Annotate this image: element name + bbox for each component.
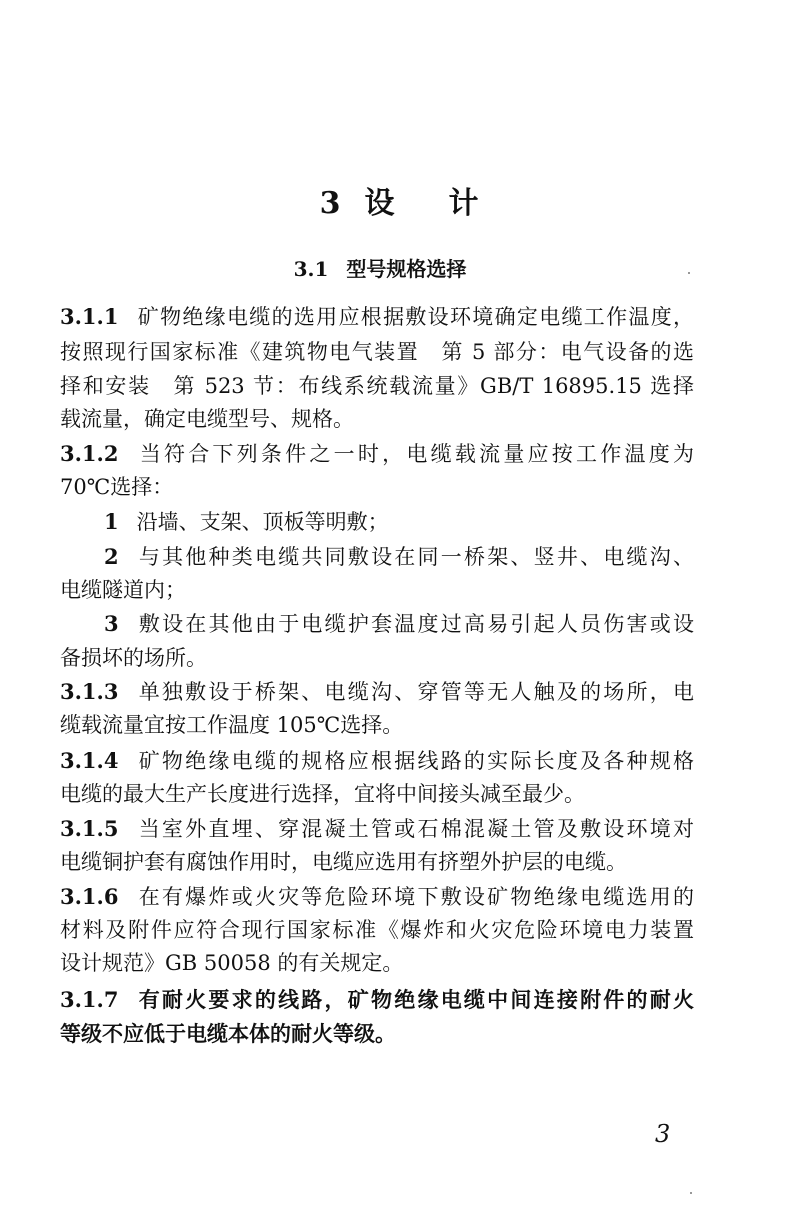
line-text: 设计规范》GB 50058 的有关规定。 (60, 951, 404, 975)
line-text: 沿墙、支架、顶板等明敷； (136, 510, 389, 534)
list-item-1 (104, 509, 694, 535)
line-text: 单独敷设于桥架、电缆沟、穿管等无人触及的场所，电 (136, 680, 694, 704)
body-line (60, 950, 694, 976)
scan-speck (690, 1192, 692, 1194)
chapter-title-part2: 计 (448, 186, 481, 221)
body-line (60, 849, 694, 875)
chapter-number: 3 (319, 186, 343, 221)
line-text: 70℃选择： (60, 475, 174, 499)
section-heading (0, 253, 760, 282)
line-text: 备损坏的场所。 (60, 646, 207, 670)
line-text: 等级不应低于电缆本体的耐火等级。 (60, 1021, 396, 1046)
item-number: 3 (104, 611, 119, 636)
line-text: 有耐火要求的线路，矿物绝缘电缆中间连接附件的耐火 (136, 987, 694, 1012)
line-text: 按照现行国家标准《建筑物电气装置 第 5 部分：电气设备的选 (60, 340, 694, 364)
chapter-heading (0, 178, 800, 222)
clause-number: 3.1.2 (60, 441, 119, 466)
section-title: 型号规格选择 (346, 257, 467, 281)
body-line (60, 1021, 694, 1047)
body-line (60, 474, 694, 500)
clause-number: 3.1.7 (60, 987, 119, 1012)
line-text: 电缆铜护套有腐蚀作用时，电缆应选用有挤塑外护层的电缆。 (60, 850, 627, 874)
chapter-title-part1: 设 (364, 186, 397, 221)
line-text: 择和安装 第 523 节：布线系统载流量》GB/T 16895.15 选择 (60, 374, 694, 398)
line-text: 当符合下列条件之一时，电缆载流量应按工作温度为 (136, 442, 694, 466)
clause-3-1-4-line (60, 748, 694, 774)
clause-number: 3.1.5 (60, 816, 119, 841)
item-number: 2 (104, 544, 119, 569)
line-text: 与其他种类电缆共同敷设在同一桥架、竖井、电缆沟、 (136, 545, 694, 569)
line-text: 敷设在其他由于电缆护套温度过高易引起人员伤害或设 (136, 612, 694, 636)
line-text: 电缆隧道内； (60, 578, 186, 602)
line-text: 当室外直埋、穿混凝土管或石棉混凝土管及敷设环境对 (136, 817, 694, 841)
clause-3-1-6-line (60, 884, 694, 910)
clause-3-1-7-line (60, 987, 694, 1013)
body-line (60, 373, 694, 399)
list-item-3 (104, 611, 694, 637)
body-line (60, 917, 694, 943)
body-line (60, 712, 694, 738)
line-text: 电缆的最大生产长度进行选择，宜将中间接头减至最少。 (60, 782, 585, 806)
line-text: 矿物绝缘电缆的规格应根据线路的实际长度及各种规格 (136, 749, 694, 773)
line-text: 在有爆炸或火灾等危险环境下敷设矿物绝缘电缆选用的 (136, 885, 694, 909)
body-line (60, 406, 694, 432)
page-number: 3 (655, 1120, 671, 1148)
body-line (60, 577, 694, 603)
clause-3-1-1-line (60, 304, 694, 330)
clause-3-1-2-line (60, 441, 694, 467)
line-text: 材料及附件应符合现行国家标准《爆炸和火灾危险环境电力装置 (60, 918, 694, 942)
clause-number: 3.1.3 (60, 679, 119, 704)
clause-3-1-5-line (60, 816, 694, 842)
section-number: 3.1 (293, 257, 329, 281)
body-line (60, 339, 694, 365)
clause-number: 3.1.4 (60, 748, 119, 773)
scan-speck (688, 272, 690, 274)
line-text: 矿物绝缘电缆的选用应根据敷设环境确定电缆工作温度， (136, 305, 694, 329)
body-line (60, 645, 694, 671)
clause-number: 3.1.1 (60, 304, 119, 329)
line-text: 缆载流量宜按工作温度 105℃选择。 (60, 713, 404, 737)
body-line (60, 781, 694, 807)
list-item-2 (104, 544, 694, 570)
line-text: 载流量，确定电缆型号、规格。 (60, 407, 354, 431)
clause-number: 3.1.6 (60, 884, 119, 909)
clause-3-1-3-line (60, 679, 694, 705)
item-number: 1 (104, 509, 119, 534)
